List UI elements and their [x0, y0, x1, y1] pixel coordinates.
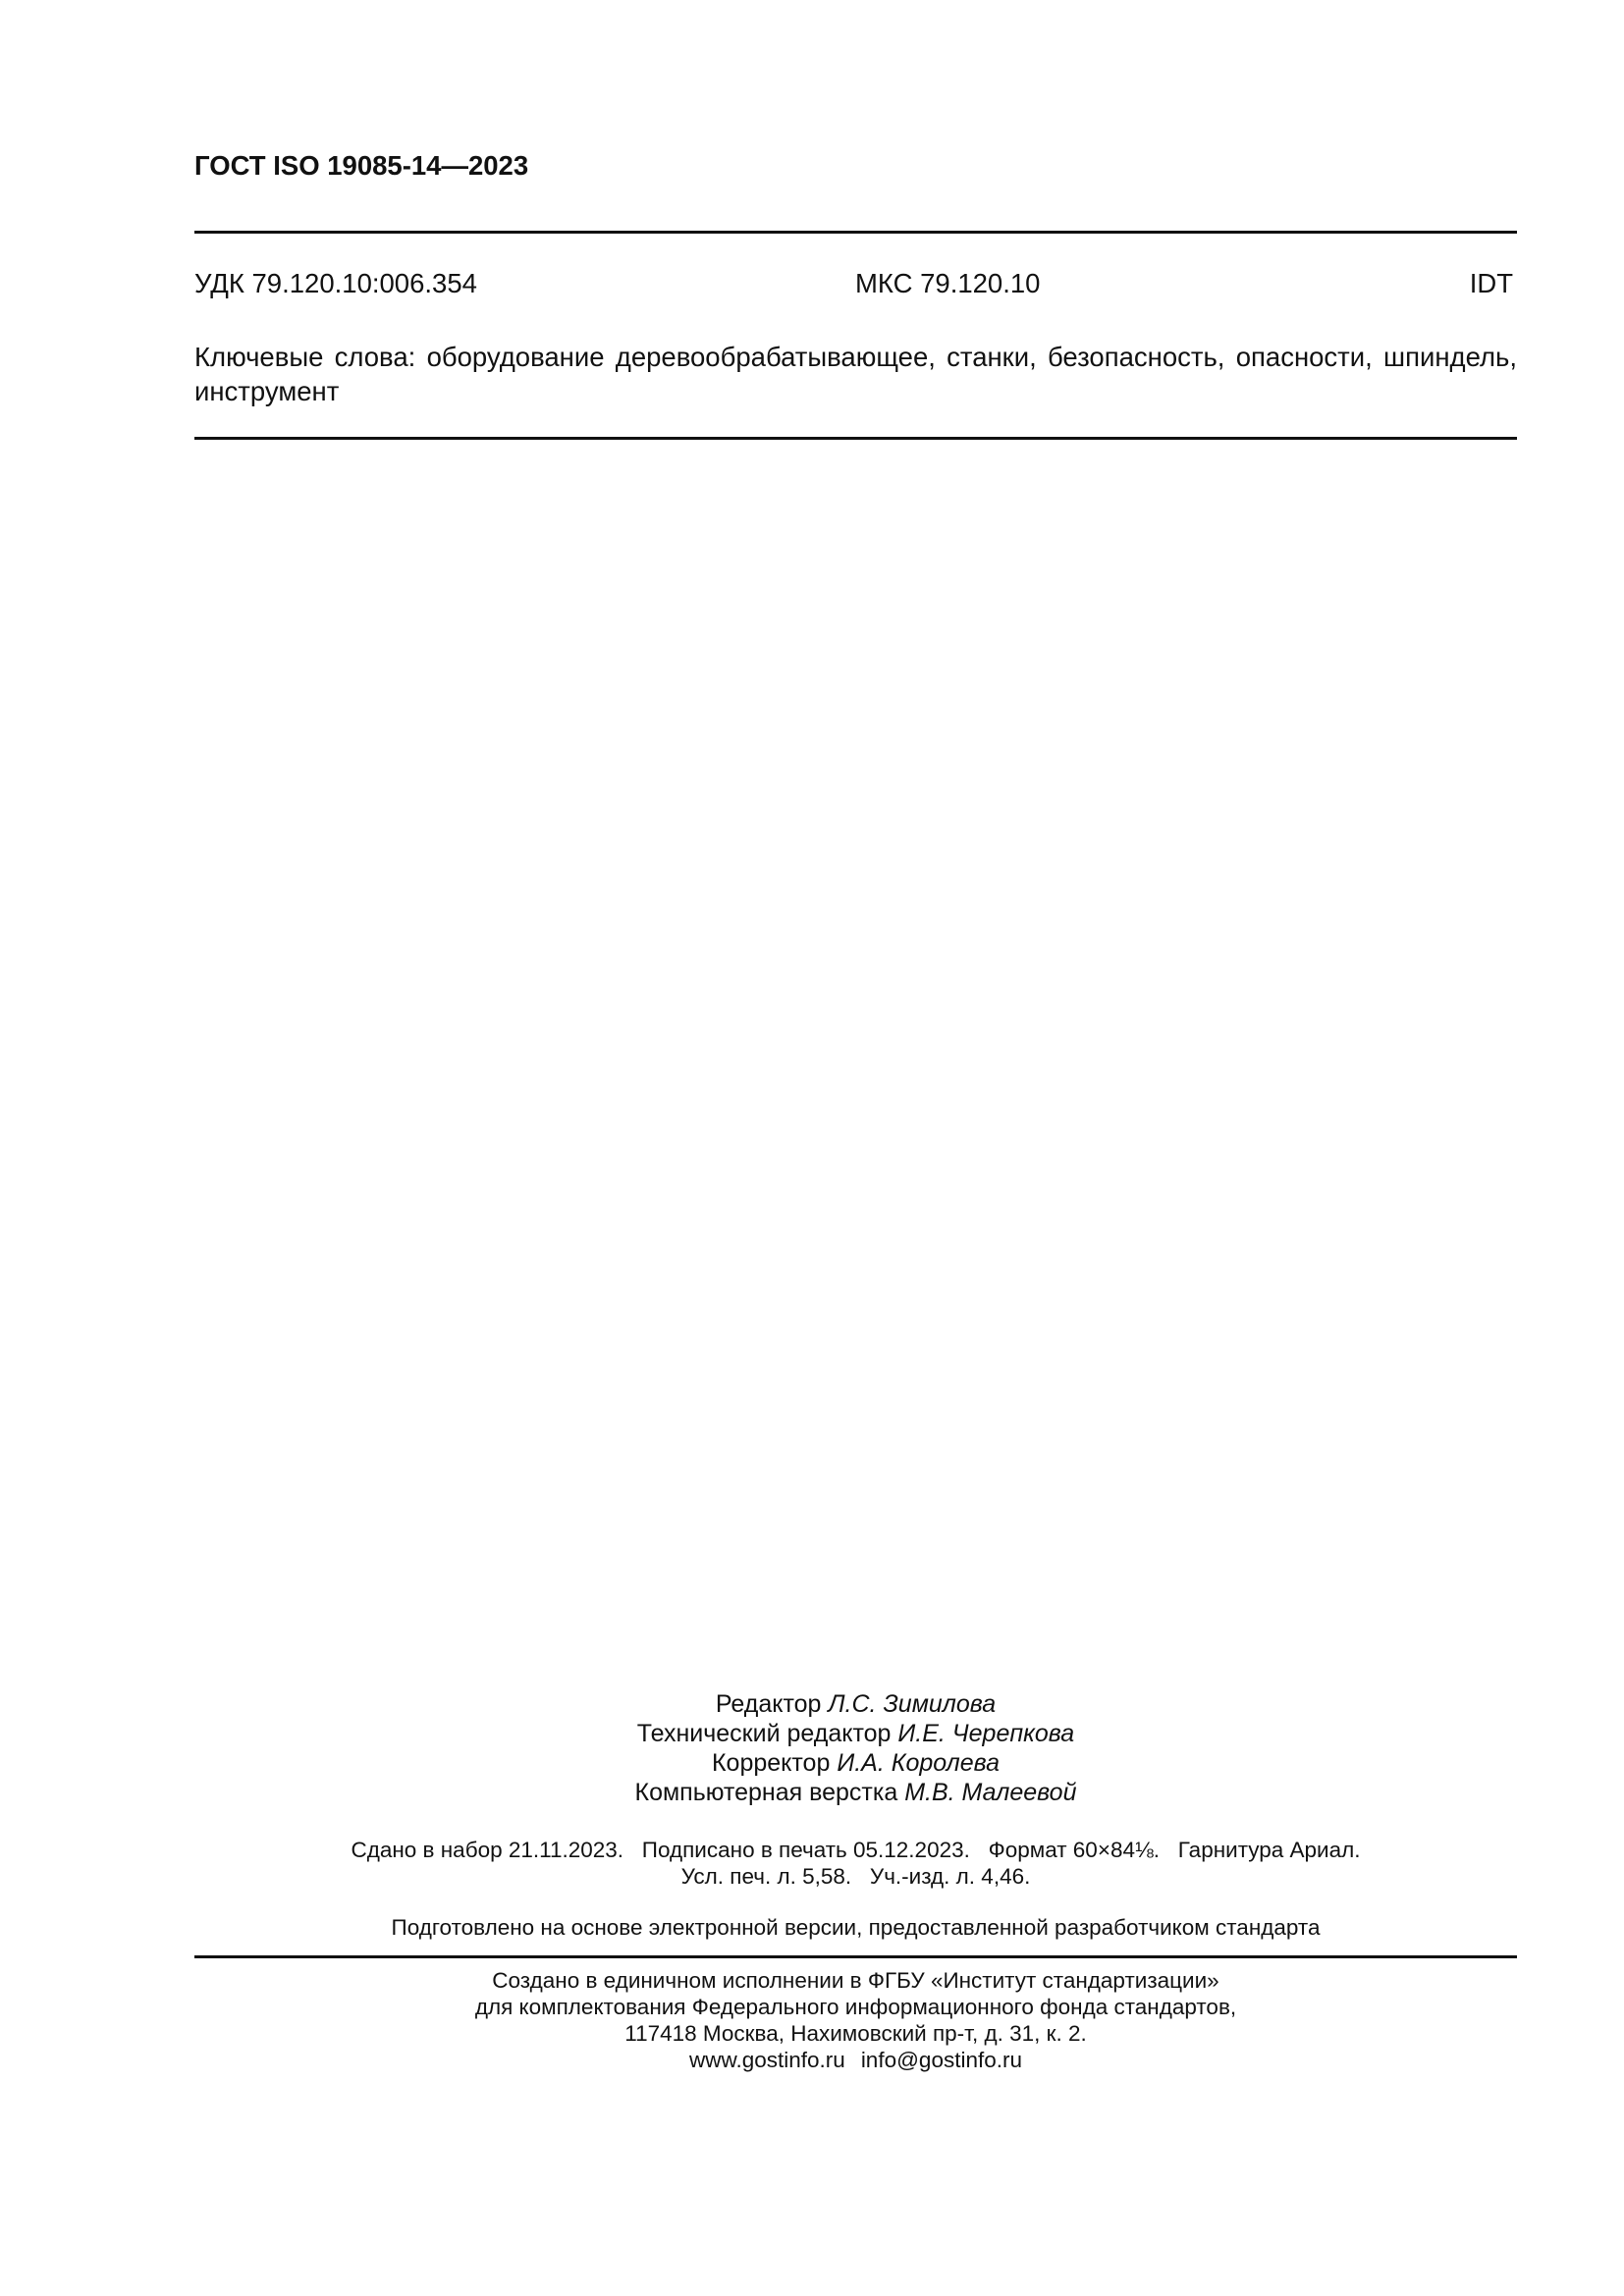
top-divider — [194, 231, 1517, 234]
classification-row — [194, 267, 1517, 299]
publisher-address: 117418 Москва, Нахимовский пр-т, д. 31, к. 2. — [624, 2021, 1087, 2046]
publisher-website: www.gostinfo.ru — [688, 2048, 845, 2072]
publisher-contacts — [194, 2047, 1517, 2073]
credit-role: Компьютерная верстка — [634, 1779, 898, 1806]
udk-code: УДК 79.120.10:006.354 — [194, 268, 477, 298]
keywords-divider — [194, 437, 1517, 440]
credit-name: Л.С. Зимилова — [828, 1690, 997, 1718]
credit-technical-editor — [194, 1719, 1517, 1748]
print-info — [194, 1837, 1517, 1890]
print-info-line: Сдано в набор 21.11.2023. Подписано в печать 05.12.2023. Формат 60×84⅛. Гарнитура Ариал. — [351, 1838, 1361, 1862]
conformity-degree: IDT — [1469, 268, 1513, 298]
credit-role: Технический редактор — [636, 1720, 892, 1747]
keywords: Ключевые слова: оборудование деревообрабатывающее, станки, безопасность, опасности, шпиндель, инструмент — [194, 342, 1517, 406]
credit-name: И.Е. Черепкова — [897, 1720, 1075, 1747]
print-info-line: Усл. печ. л. 5,58. Уч.-изд. л. 4,46. — [680, 1864, 1031, 1889]
document-number: ГОСТ ISO 19085-14—2023 — [194, 150, 529, 181]
publisher-divider — [194, 1955, 1517, 1958]
mks-code: МКС 79.120.10 — [855, 268, 1041, 298]
credit-name: М.В. Малеевой — [904, 1779, 1077, 1806]
credit-role: Корректор — [711, 1749, 831, 1777]
credits-block — [194, 1689, 1517, 1807]
credit-role: Редактор — [715, 1690, 822, 1718]
publisher-line: Создано в единичном исполнении в ФГБУ «Институт стандартизации» — [492, 1968, 1219, 1993]
credit-editor — [194, 1689, 1517, 1719]
publisher-line: для комплектования Федерального информационного фонда стандартов, — [474, 1995, 1237, 2019]
credit-proofreader — [194, 1748, 1517, 1778]
credit-name: И.А. Королева — [837, 1749, 1001, 1777]
credit-layout — [194, 1778, 1517, 1807]
prepared-note: Подготовлено на основе электронной версии, предоставленной разработчиком стандарта — [391, 1915, 1321, 1940]
publisher-block — [194, 1967, 1517, 2073]
publisher-email: info@gostinfo.ru — [860, 2048, 1022, 2072]
